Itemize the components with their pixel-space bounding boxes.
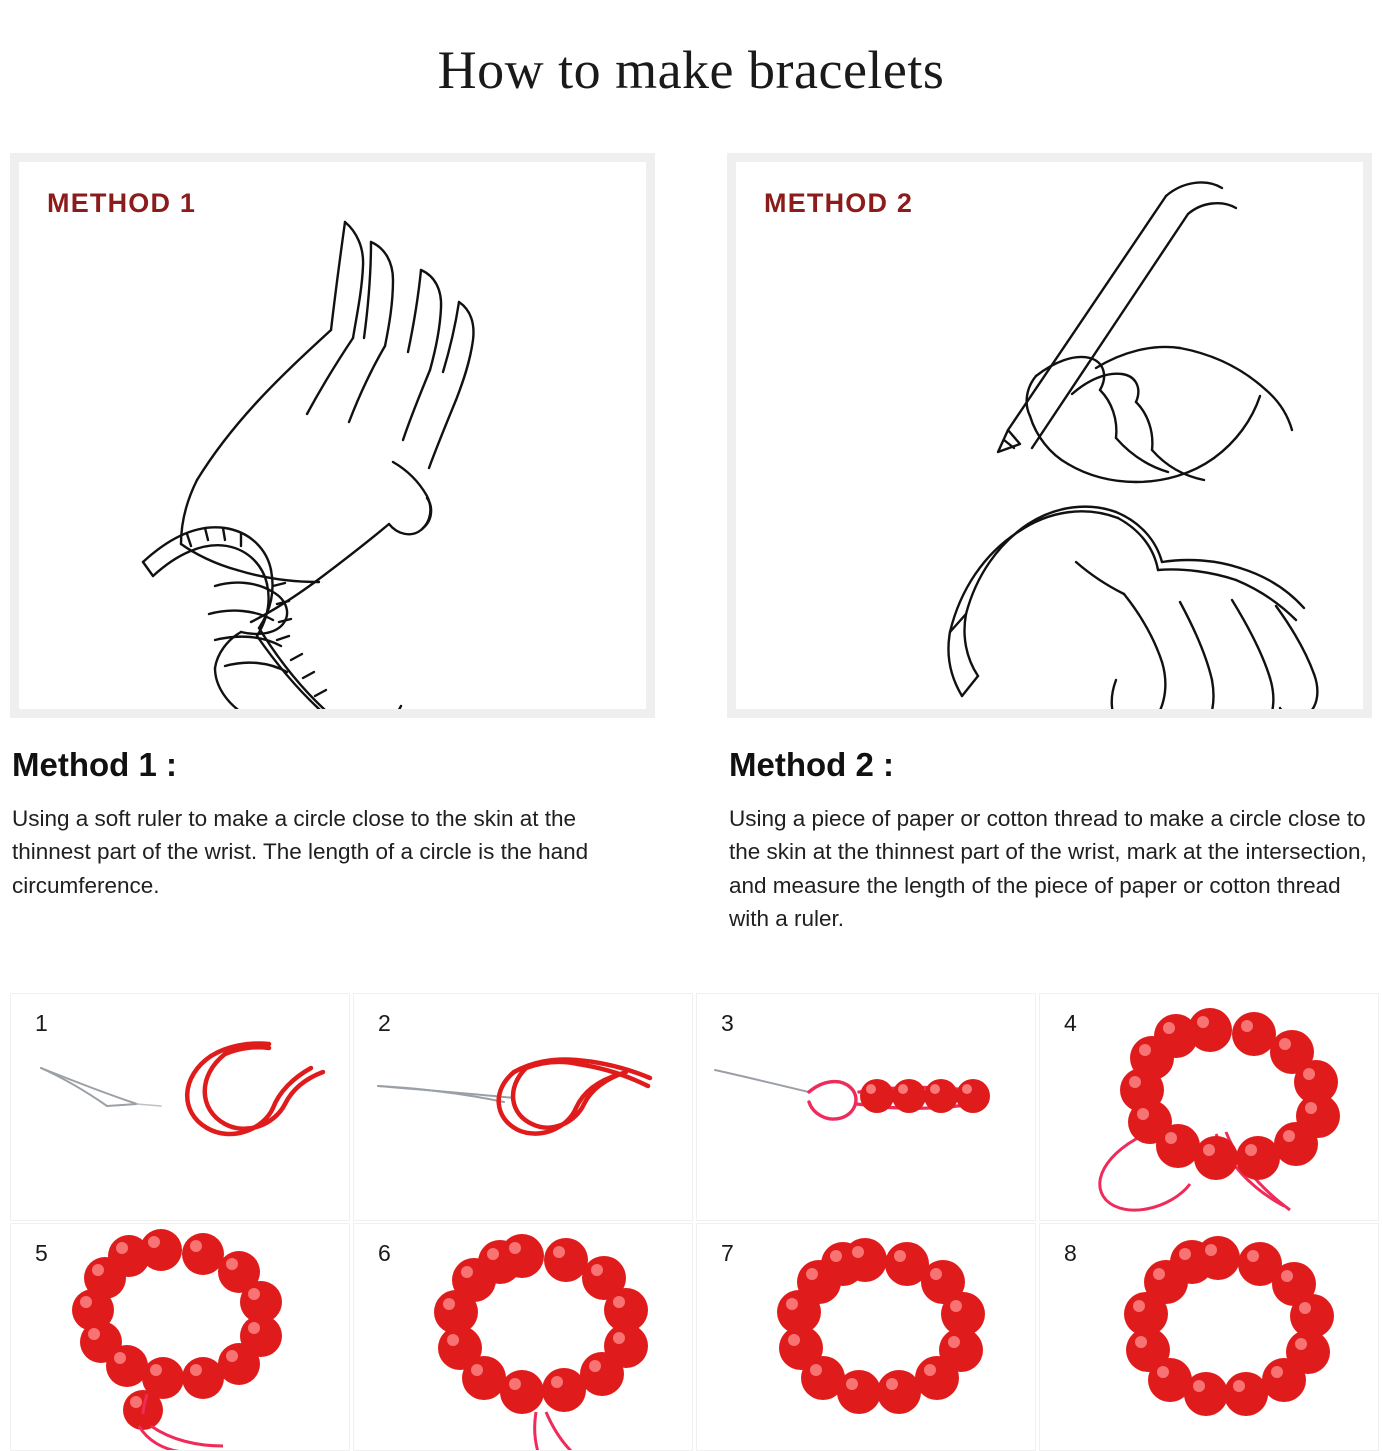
method-2-figure bbox=[727, 153, 1372, 718]
method-1-figure bbox=[10, 153, 655, 718]
hand-paper-strip-pen-icon bbox=[736, 162, 1363, 709]
method-column-1 bbox=[10, 153, 655, 935]
step-number: 6 bbox=[378, 1240, 391, 1267]
hand-with-soft-ruler-icon bbox=[19, 162, 646, 709]
step-tile bbox=[1039, 1223, 1379, 1451]
finished-bracelet-icon bbox=[1040, 1224, 1379, 1451]
step-tile bbox=[353, 993, 693, 1221]
needle-and-folded-red-cord-icon bbox=[11, 994, 350, 1221]
step-tile bbox=[10, 1223, 350, 1451]
method-1-heading: Method 1 : bbox=[12, 746, 177, 784]
page-title: How to make bracelets bbox=[437, 40, 945, 101]
steps-grid bbox=[10, 993, 1372, 1451]
bracelet-ring-with-knot-tails-icon bbox=[354, 1224, 693, 1451]
step-number: 3 bbox=[721, 1010, 734, 1037]
step-number: 5 bbox=[35, 1240, 48, 1267]
step-tile bbox=[1039, 993, 1379, 1221]
method-2-tag: METHOD 2 bbox=[764, 188, 914, 219]
method-2-body: Using a piece of paper or cotton thread to make a circle close to the skin at the thinnest part of the wrist, mark at the intersection, and measure the length of the piece of paper or cotton thread with a ruler. bbox=[729, 806, 1367, 931]
bracelet-ring-trimmed-icon bbox=[697, 1224, 1036, 1451]
beaded-loop-with-loose-ends-icon bbox=[1040, 994, 1379, 1221]
step-tile bbox=[10, 993, 350, 1221]
bracelet-ring-with-dangling-bead-icon bbox=[11, 1224, 350, 1451]
step-number: 2 bbox=[378, 1010, 391, 1037]
step-tile bbox=[696, 1223, 1036, 1451]
beads-strung-onto-cord-icon bbox=[697, 994, 1036, 1221]
cord-threaded-through-needle-icon bbox=[354, 994, 693, 1221]
step-number: 1 bbox=[35, 1010, 48, 1037]
method-column-2 bbox=[727, 153, 1372, 935]
step-number: 4 bbox=[1064, 1010, 1077, 1037]
step-number: 7 bbox=[721, 1240, 734, 1267]
step-tile bbox=[353, 1223, 693, 1451]
poster-root bbox=[0, 36, 1382, 1431]
methods-row bbox=[0, 135, 1382, 935]
method-1-tag: METHOD 1 bbox=[47, 188, 197, 219]
method-1-body: Using a soft ruler to make a circle close to the skin at the thinnest part of the wrist. The length of a circle is the hand circumference. bbox=[12, 806, 589, 898]
step-number: 8 bbox=[1064, 1240, 1077, 1267]
method-2-heading: Method 2 : bbox=[729, 746, 894, 784]
step-tile bbox=[696, 993, 1036, 1221]
